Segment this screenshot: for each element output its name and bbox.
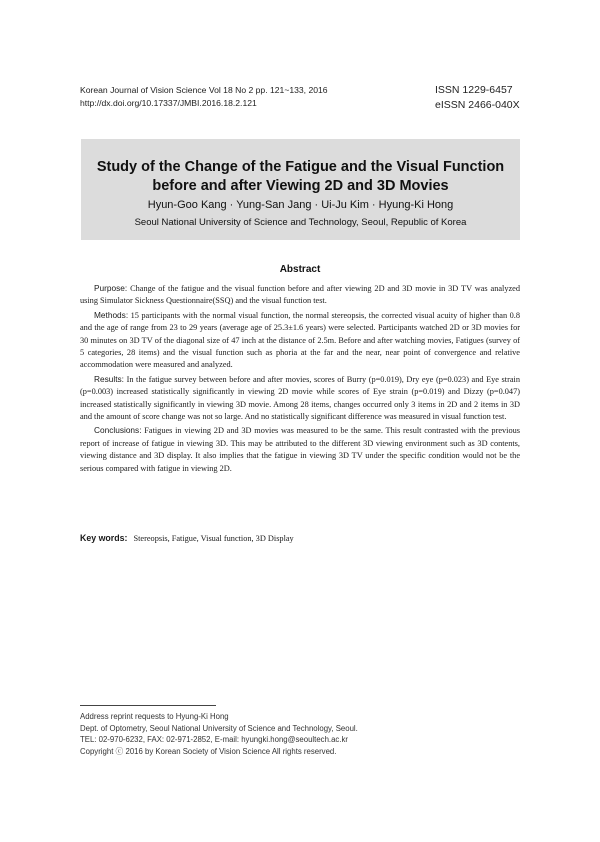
results-paragraph	[80, 373, 520, 424]
methods-text: 15 participants with the normal visual function, the normal stereopsis, the corrected visual acuity of higher than 0.8 and the age of range from 23 to 29 years (average age of 25.3±1.6 years) were selected. Participants watched 2D or 3D movies for 30 minutes on 3D TV of the diagonal size of 47 inch at the distance of 2.5m. Before and after watching movies, Fatigues (survey of 5 categories, 28 items) and the visual function such as phoria at the far and the near, near point of convergence and relative accommodation were measured and analyzed.	[80, 310, 520, 370]
title-line-2: before and after Viewing 2D and 3D Movies	[152, 178, 449, 194]
methods-label: Methods:	[94, 309, 129, 320]
results-label: Results:	[94, 373, 124, 384]
affiliation: Seoul National University of Science and Technology, Seoul, Republic of Korea	[134, 217, 467, 228]
title-line-1: Study of the Change of the Fatigue and the Visual Function	[96, 159, 505, 175]
paper-title	[81, 158, 520, 196]
authors: Hyun-Goo Kang · Yung-San Jang · Ui-Ju Kim · Hyung-Ki Hong	[147, 199, 454, 211]
footnote-copyright: Copyright ⓒ 2016 by Korean Society of Vision Science All rights reserved.	[80, 746, 337, 756]
issn: ISSN 1229-6457	[435, 84, 513, 96]
purpose-text: Change of the fatigue and the visual function before and after viewing 2D and 3D movie in 3D TV was analyzed using Simulator Sickness Questionnaire(SSQ) and the visual function test.	[80, 284, 520, 306]
conclusions-label: Conclusions:	[94, 425, 142, 436]
title-box	[81, 139, 520, 240]
keywords-text: Stereopsis, Fatigue, Visual function, 3D Display	[133, 534, 294, 543]
purpose-label: Purpose:	[94, 283, 128, 293]
journal-header	[80, 84, 328, 110]
doi-link[interactable]: http://dx.doi.org/10.17337/JMBI.2016.18.2.121	[80, 98, 257, 108]
purpose-paragraph	[80, 282, 520, 308]
issn-block	[435, 83, 520, 113]
footnote-reprint: Address reprint requests to Hyung-Ki Hong	[80, 712, 229, 721]
eissn: eISSN 2466-040X	[435, 99, 520, 111]
footnote-contact: TEL: 02-970-6232, FAX: 02-971-2852, E-mail: hyungki.hong@seoultech.ac.kr	[80, 735, 348, 744]
conclusions-paragraph	[80, 424, 520, 475]
results-text: In the fatigue survey between before and after movies, scores of Burry (p=0.019), Dry eye (p=0.023) and Eye strain (p=0.003) increased statistically significantly in viewing 2D movie while scores of Eye strain (p=0.019) and Dizzy (p=0.047) increased statistically significantly in viewing 3D movie. Among 28 items, changes occurred only 3 items in 2D and 2 items in 3D and the amount of score change was not so large. And no statistically significant difference was measured in visual function test.	[80, 374, 520, 422]
abstract-body	[80, 282, 520, 476]
conclusions-text: Fatigues in viewing 2D and 3D movies was measured to be the same. This result contrasted with the previous report of increase of fatigue in viewing 3D. This may be attributed to the different 3D viewing environment such as 3D contents, viewing distance and 3D display. It also implies that the fatigue in viewing 3D TV under the specific condition would not be the serious compared with fatigue in viewing 2D.	[80, 426, 521, 473]
keywords	[80, 533, 294, 543]
footnote	[80, 711, 358, 757]
footnote-department: Dept. of Optometry, Seoul National University of Science and Technology, Seoul.	[80, 723, 358, 733]
abstract-heading: Abstract	[279, 264, 321, 275]
footnote-divider	[80, 705, 216, 706]
keywords-label: Key words:	[80, 533, 128, 543]
journal-citation: Korean Journal of Vision Science Vol 18 No 2 pp. 121~133, 2016	[80, 85, 328, 95]
methods-paragraph	[80, 309, 520, 372]
